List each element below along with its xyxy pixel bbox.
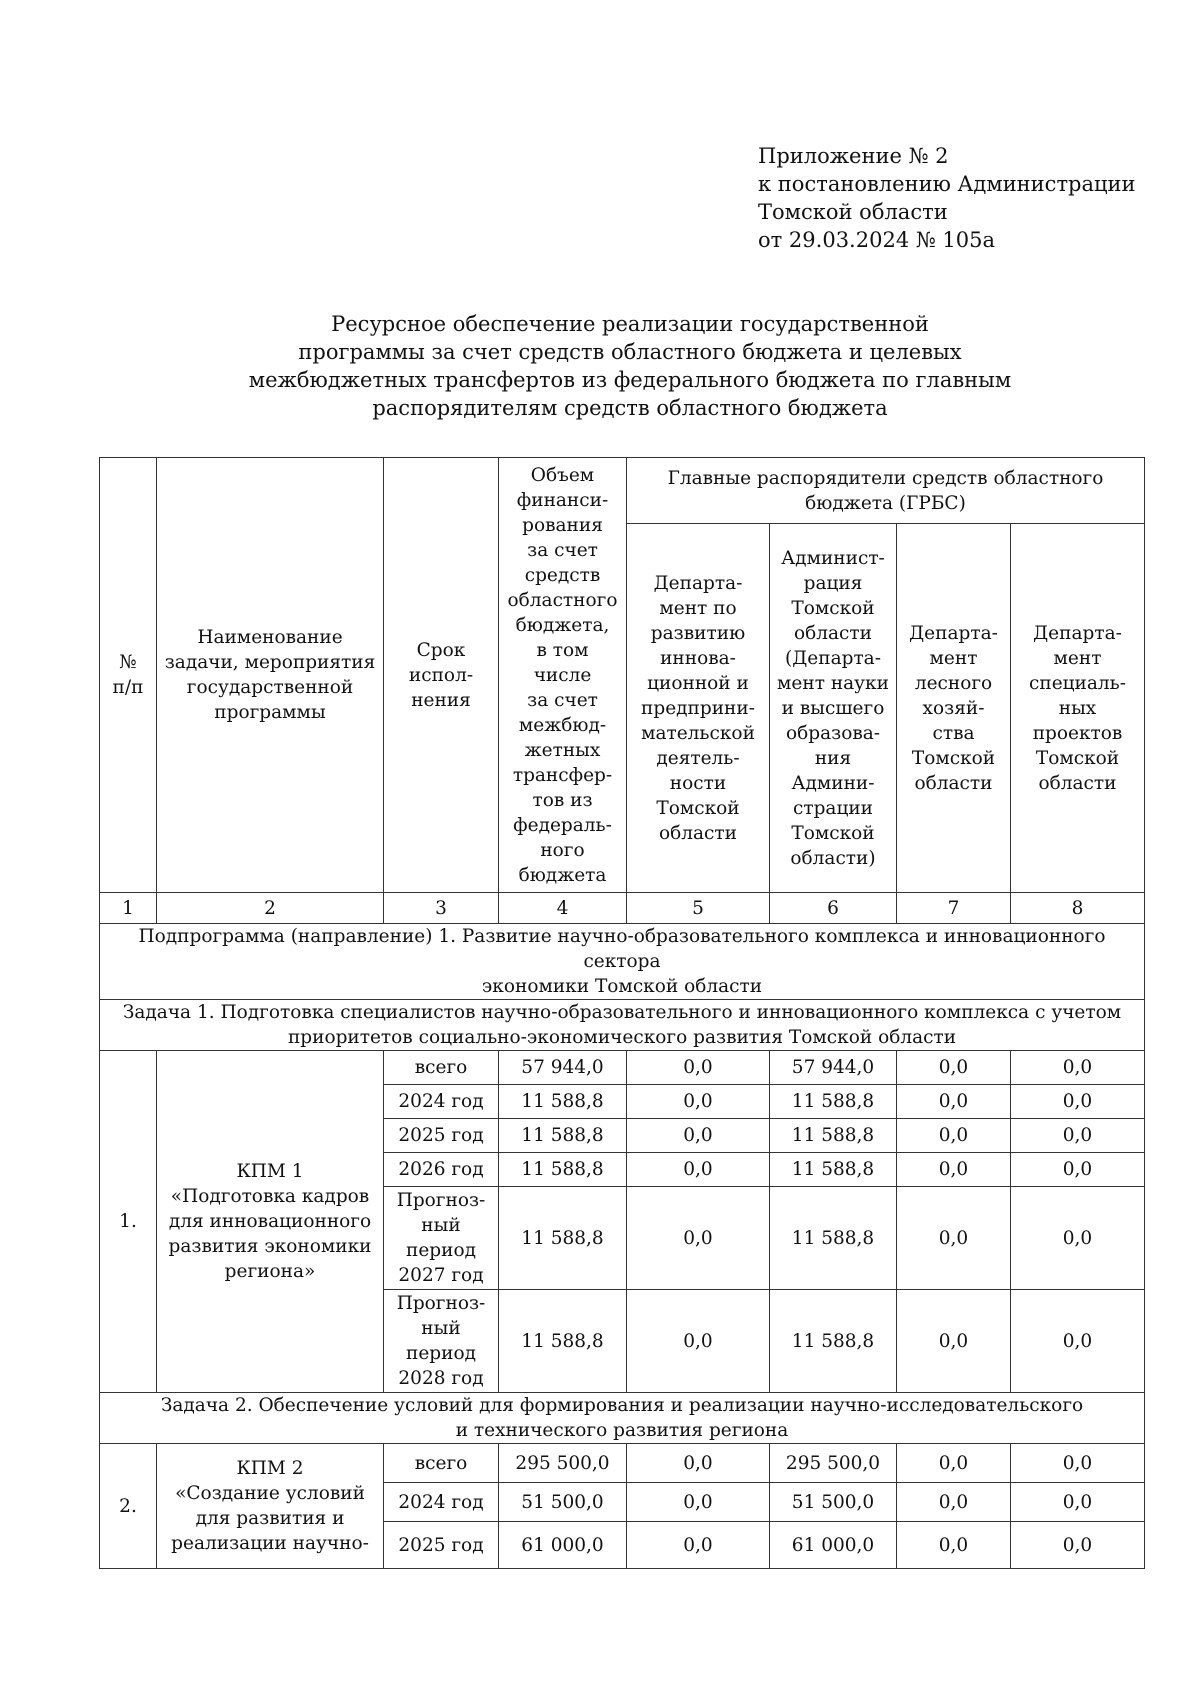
header-name bbox=[157, 458, 384, 893]
value-cell: 295 500,0 bbox=[770, 1444, 897, 1483]
header-dept-innovation bbox=[627, 524, 770, 893]
value-cell: 0,0 bbox=[1011, 1444, 1145, 1483]
cell-line: и технического развития региона bbox=[455, 1420, 789, 1441]
cell-line: для инновационного bbox=[168, 1211, 372, 1232]
value-cell: 57 944,0 bbox=[770, 1051, 897, 1085]
cell-line: п/п bbox=[112, 677, 144, 698]
section-row bbox=[100, 924, 1145, 1000]
cell-line: Задача 2. Обеспечение условий для формирования и реализации научно-исследовательского bbox=[160, 1395, 1084, 1416]
column-numbers-row bbox=[100, 893, 1145, 924]
cell-line: Задача 1. Подготовка специалистов научно-образовательного и инновационного комплекса с учетом bbox=[122, 1002, 1122, 1023]
cell-line: федераль- bbox=[513, 814, 612, 836]
cell-line: Департа- bbox=[909, 622, 998, 644]
cell-line: Департа- bbox=[1033, 622, 1122, 644]
cell-line: области bbox=[659, 822, 737, 844]
value-cell: 0,0 bbox=[627, 1444, 770, 1483]
cell-line: мательской bbox=[641, 722, 755, 744]
cell-line: «Создание условий bbox=[175, 1483, 365, 1504]
term-cell bbox=[384, 1051, 499, 1085]
cell-line: финанси- bbox=[516, 489, 609, 511]
section-row bbox=[100, 1393, 1145, 1444]
cell-line: межбюд- bbox=[518, 714, 607, 736]
cell-line: ния bbox=[814, 747, 852, 769]
cell-line: ный bbox=[421, 1215, 461, 1236]
resource-table bbox=[99, 457, 1145, 1569]
measure-name bbox=[157, 1444, 384, 1569]
row-index: 1. bbox=[100, 1051, 157, 1393]
cell-line: период bbox=[406, 1343, 476, 1364]
cell-line: КПМ 2 bbox=[236, 1458, 304, 1479]
cell-line: мент bbox=[929, 647, 978, 669]
cell-line: за счет bbox=[527, 539, 598, 561]
value-cell: 0,0 bbox=[1011, 1187, 1145, 1290]
volume-cell: 11 588,8 bbox=[499, 1290, 627, 1393]
cell-line: 2024 год bbox=[398, 1091, 484, 1112]
cell-line: иннова- bbox=[660, 647, 736, 669]
value-cell: 11 588,8 bbox=[770, 1290, 897, 1393]
volume-cell: 11 588,8 bbox=[499, 1187, 627, 1290]
value-cell: 0,0 bbox=[1011, 1085, 1145, 1119]
cell-line: мент науки bbox=[777, 672, 889, 694]
cell-line: Срок bbox=[416, 639, 466, 661]
title-line: Ресурсное обеспечение реализации государственной bbox=[331, 312, 929, 336]
cell-line: деятель- bbox=[656, 747, 740, 769]
cell-line: Томской bbox=[656, 797, 740, 819]
cell-line: развития экономики bbox=[168, 1236, 372, 1257]
volume-cell: 57 944,0 bbox=[499, 1051, 627, 1085]
cell-line: бюджета (ГРБС) bbox=[805, 492, 966, 514]
cell-line: испол- bbox=[408, 664, 474, 686]
cell-line: трансфер- bbox=[512, 764, 613, 786]
value-cell: 0,0 bbox=[627, 1085, 770, 1119]
cell-line: экономики Томской области bbox=[481, 976, 763, 997]
cell-line: «Подготовка кадров bbox=[170, 1186, 370, 1207]
cell-line: и высшего bbox=[781, 697, 885, 719]
title-line: межбюджетных трансфертов из федерального бюджета по главным bbox=[248, 368, 1012, 392]
cell-line: лесного bbox=[914, 672, 993, 694]
value-cell: 0,0 bbox=[1011, 1522, 1145, 1569]
cell-line: 2024 год bbox=[398, 1491, 484, 1513]
cell-line: программы bbox=[214, 702, 326, 723]
value-cell: 0,0 bbox=[897, 1119, 1011, 1153]
value-cell: 0,0 bbox=[1011, 1119, 1145, 1153]
cell-line: Томской bbox=[791, 822, 875, 844]
subprogram-heading bbox=[100, 924, 1145, 1000]
cell-line: ционной и bbox=[647, 672, 749, 694]
value-cell: 0,0 bbox=[627, 1483, 770, 1522]
cell-line: области bbox=[794, 622, 872, 644]
cell-line: Томской bbox=[791, 597, 875, 619]
cell-line: Прогноз- bbox=[396, 1190, 486, 1211]
cell-line: хозяй- bbox=[922, 697, 985, 719]
column-number: 1 bbox=[100, 893, 157, 924]
cell-line: всего bbox=[414, 1057, 468, 1078]
section-row bbox=[100, 1000, 1145, 1051]
appendix-block bbox=[758, 142, 1136, 254]
appendix-line: Томской области bbox=[758, 200, 948, 224]
row-index: 2. bbox=[100, 1444, 157, 1569]
value-cell: 0,0 bbox=[627, 1187, 770, 1290]
cell-line: государственной bbox=[186, 677, 354, 698]
column-number: 5 bbox=[627, 893, 770, 924]
value-cell: 11 588,8 bbox=[770, 1119, 897, 1153]
value-cell: 0,0 bbox=[627, 1290, 770, 1393]
cell-line: Объем bbox=[530, 464, 595, 486]
header-administration bbox=[770, 524, 897, 893]
value-cell: 0,0 bbox=[627, 1051, 770, 1085]
cell-line: Подпрограмма (направление) 1. Развитие научно-образовательного комплекса и инновационного сектора bbox=[138, 926, 1106, 972]
value-cell: 0,0 bbox=[627, 1153, 770, 1187]
term-cell bbox=[384, 1444, 499, 1483]
cell-line: для развития и bbox=[195, 1508, 345, 1529]
cell-line: жетных bbox=[524, 739, 601, 761]
value-cell: 0,0 bbox=[1011, 1153, 1145, 1187]
cell-line: ного bbox=[540, 839, 585, 861]
term-cell bbox=[384, 1522, 499, 1569]
term-cell bbox=[384, 1153, 499, 1187]
cell-line: Томской bbox=[911, 747, 996, 769]
cell-line: ный bbox=[421, 1318, 461, 1339]
measure-name bbox=[157, 1051, 384, 1393]
cell-line: специаль- bbox=[1029, 672, 1126, 694]
volume-cell: 11 588,8 bbox=[499, 1119, 627, 1153]
volume-cell: 11 588,8 bbox=[499, 1085, 627, 1119]
value-cell: 0,0 bbox=[1011, 1051, 1145, 1085]
cell-line: рация bbox=[803, 572, 863, 594]
term-cell bbox=[384, 1119, 499, 1153]
cell-line: проектов bbox=[1032, 722, 1123, 744]
header-row bbox=[100, 458, 1145, 524]
value-cell: 0,0 bbox=[1011, 1483, 1145, 1522]
value-cell: 0,0 bbox=[897, 1444, 1011, 1483]
header-term bbox=[384, 458, 499, 893]
cell-line: Департа- bbox=[653, 572, 743, 594]
value-cell: 51 500,0 bbox=[770, 1483, 897, 1522]
column-number: 3 bbox=[384, 893, 499, 924]
document-title bbox=[100, 310, 1160, 422]
value-cell: 11 588,8 bbox=[770, 1085, 897, 1119]
term-cell bbox=[384, 1085, 499, 1119]
value-cell: 0,0 bbox=[897, 1153, 1011, 1187]
value-cell: 0,0 bbox=[897, 1051, 1011, 1085]
cell-line: страции bbox=[792, 797, 874, 819]
header-num bbox=[100, 458, 157, 893]
appendix-line: к постановлению Администрации bbox=[758, 172, 1136, 196]
cell-line: рования bbox=[522, 514, 603, 536]
appendix-line: от 29.03.2024 № 105а bbox=[758, 228, 995, 252]
cell-line: областного bbox=[507, 589, 618, 611]
cell-line: за счет bbox=[527, 689, 598, 711]
value-cell: 61 000,0 bbox=[770, 1522, 897, 1569]
header-dept-forest bbox=[897, 524, 1011, 893]
header-dept-special bbox=[1011, 524, 1145, 893]
cell-line: КПМ 1 bbox=[236, 1161, 304, 1182]
cell-line: период bbox=[406, 1240, 476, 1261]
value-cell: 11 588,8 bbox=[770, 1187, 897, 1290]
column-number: 8 bbox=[1011, 893, 1145, 924]
cell-line: (Департа- bbox=[785, 647, 881, 669]
value-cell: 0,0 bbox=[897, 1085, 1011, 1119]
cell-line: образова- bbox=[785, 722, 881, 744]
cell-line: Наименование bbox=[197, 627, 343, 648]
cell-line: 2027 год bbox=[398, 1265, 484, 1286]
term-cell bbox=[384, 1483, 499, 1522]
cell-line: № bbox=[119, 652, 137, 673]
value-cell: 0,0 bbox=[1011, 1290, 1145, 1393]
cell-line: региона» bbox=[224, 1261, 316, 1282]
value-cell: 0,0 bbox=[627, 1119, 770, 1153]
cell-line: тов из bbox=[532, 789, 593, 811]
cell-line: ства bbox=[932, 722, 975, 744]
header-grbs bbox=[627, 458, 1145, 524]
cell-line: ности bbox=[669, 772, 727, 794]
cell-line: приоритетов социально-экономического развития Томской области bbox=[287, 1027, 957, 1048]
cell-line: мент по bbox=[659, 597, 737, 619]
term-cell bbox=[384, 1187, 499, 1290]
task-heading bbox=[100, 1393, 1145, 1444]
cell-line: 2028 год bbox=[398, 1368, 484, 1389]
value-cell: 0,0 bbox=[897, 1290, 1011, 1393]
volume-cell: 51 500,0 bbox=[499, 1483, 627, 1522]
volume-cell: 11 588,8 bbox=[499, 1153, 627, 1187]
cell-line: предприни- bbox=[641, 697, 755, 719]
cell-line: 2026 год bbox=[398, 1159, 484, 1180]
value-cell: 11 588,8 bbox=[770, 1153, 897, 1187]
cell-line: нения bbox=[411, 689, 471, 711]
column-number: 6 bbox=[770, 893, 897, 924]
appendix-line: Приложение № 2 bbox=[758, 144, 949, 168]
cell-line: Главные распорядители средств областного bbox=[667, 467, 1104, 489]
value-cell: 0,0 bbox=[897, 1187, 1011, 1290]
cell-line: 2025 год bbox=[398, 1534, 484, 1556]
cell-line: Админи- bbox=[791, 772, 875, 794]
cell-line: области bbox=[1038, 772, 1117, 794]
header-volume bbox=[499, 458, 627, 893]
column-number: 7 bbox=[897, 893, 1011, 924]
value-cell: 0,0 bbox=[627, 1522, 770, 1569]
value-cell: 0,0 bbox=[897, 1483, 1011, 1522]
column-number: 4 bbox=[499, 893, 627, 924]
cell-line: всего bbox=[414, 1452, 468, 1474]
cell-line: области bbox=[914, 772, 993, 794]
cell-line: мент bbox=[1053, 647, 1102, 669]
column-number: 2 bbox=[157, 893, 384, 924]
task-heading bbox=[100, 1000, 1145, 1051]
volume-cell: 61 000,0 bbox=[499, 1522, 627, 1569]
table-row bbox=[100, 1051, 1145, 1085]
title-line: распорядителям средств областного бюджета bbox=[372, 396, 888, 420]
table-row bbox=[100, 1444, 1145, 1483]
term-cell bbox=[384, 1290, 499, 1393]
value-cell: 0,0 bbox=[897, 1522, 1011, 1569]
cell-line: Томской bbox=[1035, 747, 1120, 769]
cell-line: числе bbox=[533, 664, 592, 686]
cell-line: области) bbox=[790, 847, 876, 869]
volume-cell: 295 500,0 bbox=[499, 1444, 627, 1483]
cell-line: Админист- bbox=[781, 547, 885, 569]
cell-line: развитию bbox=[650, 622, 746, 644]
cell-line: в том bbox=[536, 639, 589, 661]
cell-line: 2025 год bbox=[398, 1125, 484, 1146]
cell-line: бюджета, bbox=[515, 614, 610, 636]
cell-line: задачи, мероприятия bbox=[164, 652, 376, 673]
cell-line: Прогноз- bbox=[396, 1293, 486, 1314]
title-line: программы за счет средств областного бюджета и целевых bbox=[298, 340, 962, 364]
cell-line: реализации научно- bbox=[171, 1533, 369, 1554]
cell-line: средств bbox=[524, 564, 601, 586]
cell-line: бюджета bbox=[518, 864, 607, 886]
cell-line: ных bbox=[1058, 697, 1097, 719]
